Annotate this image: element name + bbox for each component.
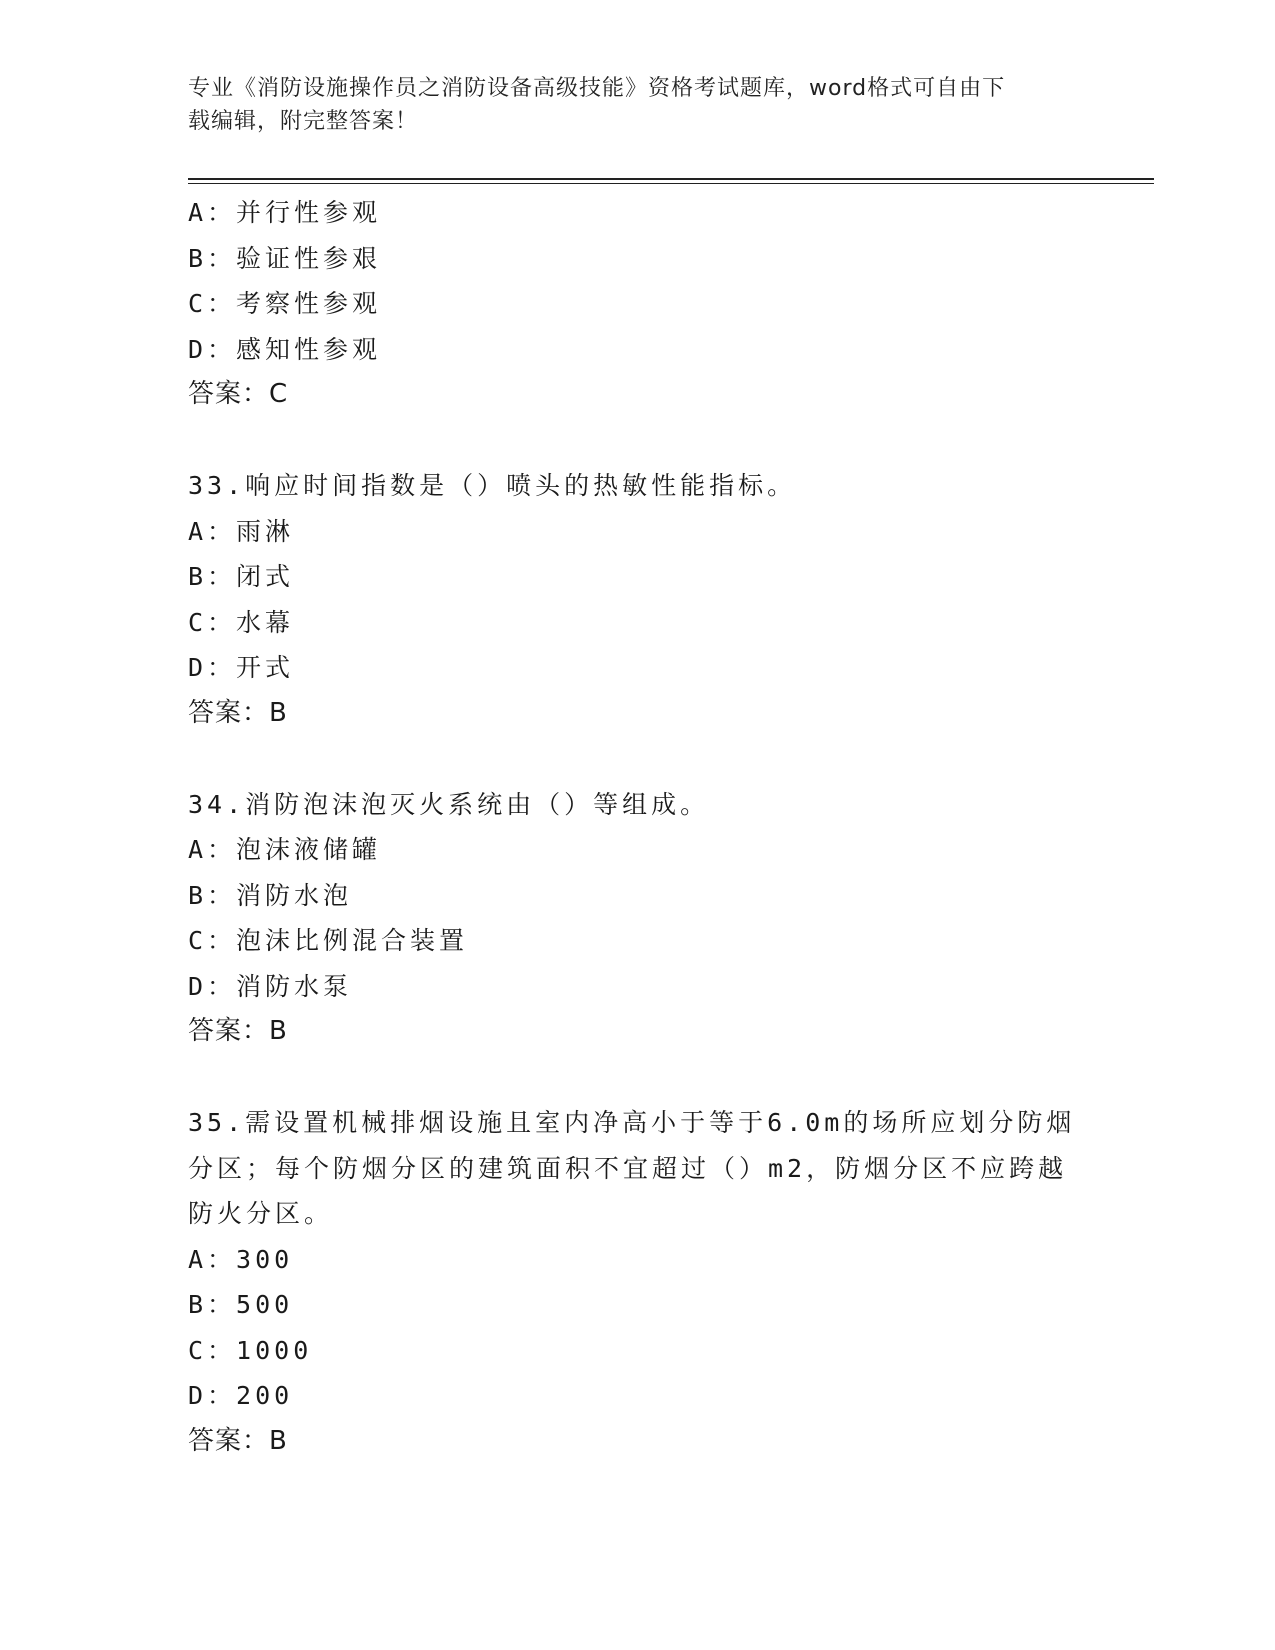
option-d: D：开式 [188, 653, 295, 682]
option-a: A：并行性参观 [188, 198, 382, 227]
question-33 [188, 463, 1088, 736]
question-stem: 34.消防泡沫泡灭火系统由（）等组成。 [188, 789, 710, 819]
answer: 答案：B [188, 1425, 288, 1456]
option-c: C：1000 [188, 1335, 313, 1365]
question-stem-line-1: 35.需设置机械排烟设施且室内净高小于等于6.0m的场所应划分防烟 [188, 1108, 1076, 1137]
header-line-2: 载编辑，附完整答案！ [188, 109, 419, 134]
question-stem: 33.响应时间指数是（）喷头的热敏性能指标。 [188, 471, 797, 500]
option-c: C：考察性参观 [188, 289, 382, 318]
question-stem-line-2: 分区；每个防烟分区的建筑面积不宜超过（）m2，防烟分区不应跨越 [188, 1153, 1068, 1183]
option-a: A：泡沫液储罐 [188, 835, 382, 864]
question-32 [188, 190, 1088, 418]
spacer [188, 1055, 1088, 1101]
spacer [188, 736, 1088, 782]
question-34 [188, 782, 1088, 1055]
question-list [188, 190, 1088, 1464]
option-a: A：雨淋 [188, 516, 295, 546]
option-b: B：500 [188, 1290, 294, 1319]
question-stem-line-3: 防火分区。 [188, 1199, 334, 1228]
option-d: D：200 [188, 1381, 294, 1410]
document-header [188, 72, 1068, 138]
header-line-1: 专业《消防设施操作员之消防设备高级技能》资格考试题库，word格式可自由下 [188, 76, 1006, 101]
option-d: D：消防水泵 [188, 971, 353, 1001]
header-divider-thin [188, 183, 1154, 184]
header-divider-thick [188, 178, 1154, 180]
question-35 [188, 1100, 1088, 1464]
answer: 答案：B [188, 1016, 288, 1046]
spacer [188, 418, 1088, 464]
option-b: B：闭式 [188, 562, 295, 591]
option-b: B：验证性参艰 [188, 243, 382, 273]
option-c: C：泡沫比例混合装置 [188, 926, 469, 955]
option-b: B：消防水泡 [188, 880, 353, 910]
option-d: D：感知性参观 [188, 334, 382, 364]
option-c: C：水幕 [188, 607, 295, 637]
option-a: A：300 [188, 1244, 294, 1274]
answer: 答案：C [188, 379, 289, 409]
answer: 答案：B [188, 697, 288, 728]
